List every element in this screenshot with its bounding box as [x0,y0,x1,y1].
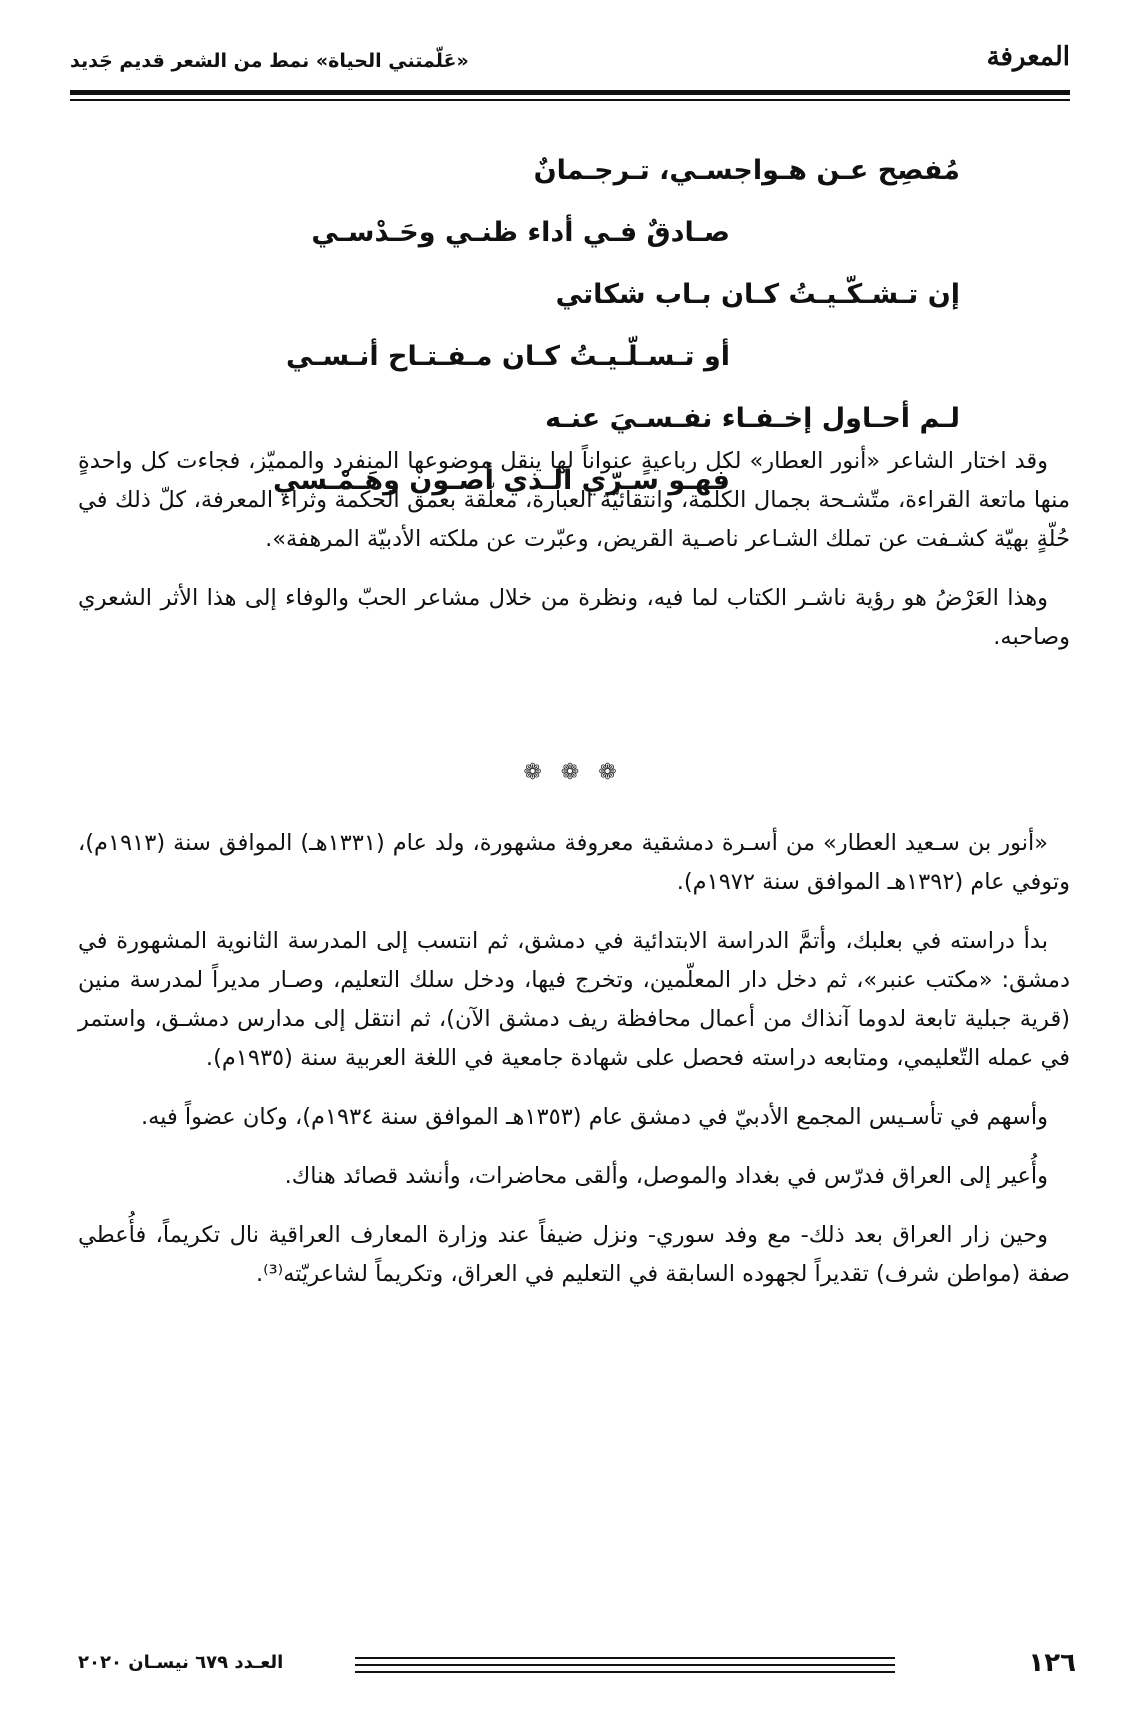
footer-rule [355,1664,895,1666]
poem-line: إن تـشـكّـيـتُ كـان بـاب شكاتي [555,279,960,310]
poem-line: مُفصِح عـن هـواجسـي، تـرجـمانٌ [533,155,960,186]
page-header [70,30,1070,92]
magazine-name: المعرفة [986,42,1070,72]
paragraph: وأُعير إلى العراق فدرّس في بغداد والموصل، وألقى محاضرات، وأنشد قصائد هناك. [284,1163,1048,1189]
poem-line: فهـو سـرّي الـذي أصـون وهَـمْـسي [273,465,730,496]
header-rule [70,90,1070,95]
poem-line: لـم أحـاول إخـفـاء نفـسـيَ عنـه [545,403,960,434]
body-section-b [78,824,1070,1314]
section-separator: ❁ ❁ ❁ [523,760,623,785]
paragraph: وهذا العَرْضُ هو رؤية ناشـر الكتاب لما فيه، ونظرة من خلال مشاعر الحبّ والوفاء إلى هذا الأثر الشعري وصاحبه. [78,585,1070,650]
running-title: «عَلّمتني الحياة» نمط من الشعر قديم جَديد [70,50,469,72]
body-section-a [78,442,1070,677]
footer-rule [355,1657,895,1659]
page-number: ١٢٦ [1028,1648,1076,1678]
poem-line: صـادقٌ فـي أداء ظنـي وحَـدْسـي [311,217,730,248]
paragraph: «أنور بن سـعيد العطار» من أسـرة دمشقية معروفة مشهورة، ولد عام (١٣٣١هـ) الموافق سنة (١٩١٣م)، وتوفي عام (١٣٩٢هـ الموافق سنة ١٩٧٢م). [78,830,1070,895]
paragraph: بدأ دراسته في بعلبك، وأتمَّ الدراسة الابتدائية في دمشق، ثم انتسب إلى المدرسة الثانوية المشهورة في دمشق: «مكتب عنبر»، ثم دخل دار المعلّمين، وتخرج فيها، ودخل سلك التعليم، وصـار مديراً لمدرسة منين (قرية جبلية تابعة لدوما آنذاك من أعمال محافظة ريف دمشق الآن)، ثم انتقل إلى مدارس دمشـق، واستمر في عمله التّعليمي، ومتابعه دراسته فحصل على شهادة جامعية في اللغة العربية سنة (١٩٣٥م). [78,928,1070,1071]
footer-rule [355,1671,895,1673]
paragraph: وقد اختار الشاعر «أنور العطار» لكل رباعيةٍ عنواناً لها ينقل موضوعها المنفرد والمميّز، فجاءت كل واحدةٍ منها ماتعة القراءة، متّشـحة بجمال الكلمة، وانتقائيّة العبارة، معلّقة بعمق الحكمة وثراء المعرفة، كلّ ذلك في حُلّةٍ بهيّة كشـفت عن تملك الشـاعر ناصـية القريض، وعبّرت عن ملكته الأدبيّة المرهفة». [78,448,1070,552]
issue-info: العـدد ٦٧٩ نيسـان ٢٠٢٠ [78,1652,284,1673]
paragraph: وأسهم في تأسـيس المجمع الأدبيّ في دمشق عام (١٣٥٣هـ الموافق سنة ١٩٣٤م)، وكان عضواً فيه. [140,1104,1048,1130]
poem-line: أو تـسـلّـيـتُ كـان مـفـتـاح أنـسـي [286,341,730,372]
header-rule-thin [70,99,1070,101]
paragraph: وحين زار العراق بعد ذلك- مع وفد سوري- ونزل ضيفاً عند وزارة المعارف العراقية نال تكريماً، فأُعطي صفة (مواطن شرف) تقديراً لجهوده السابقة في التعليم في العراق، وتكريماً لشاعريّته⁽³⁾. [78,1222,1070,1287]
